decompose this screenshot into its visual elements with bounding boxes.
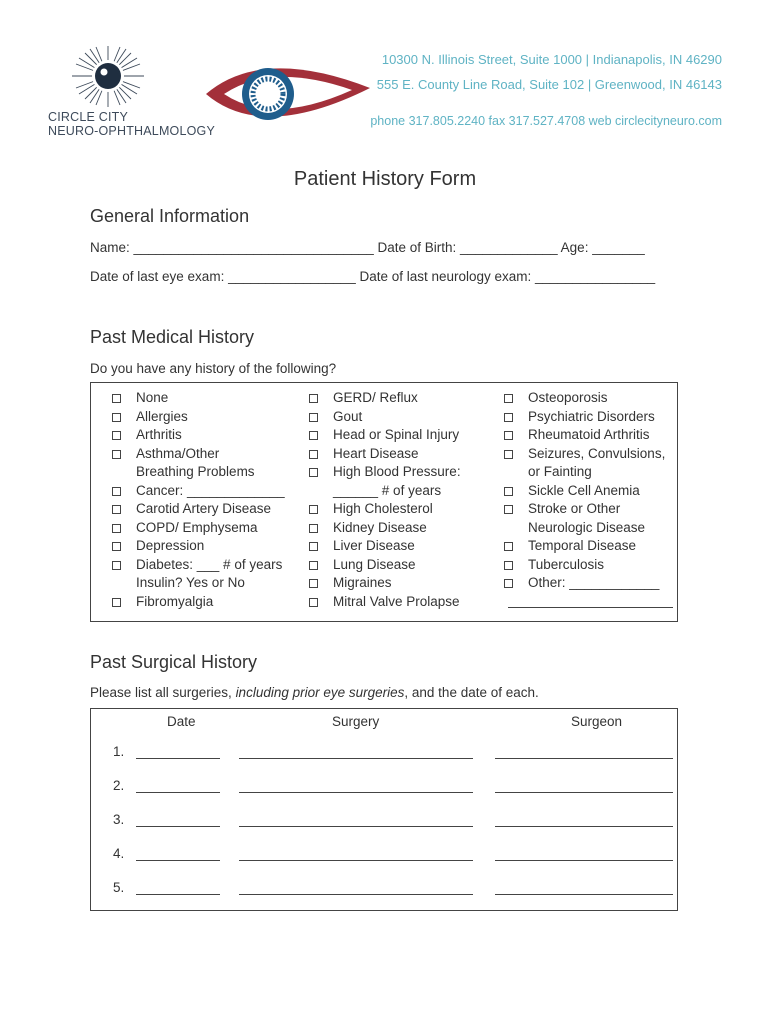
condition-label: COPD/ Emphysema [136,519,258,535]
checkbox[interactable] [309,542,318,551]
surgery-row-number: 4. [113,846,125,861]
eye-burst-icon [68,44,148,108]
condition-label: Tuberculosis [528,556,605,572]
surgeon-name-line[interactable] [495,758,673,759]
checkbox[interactable] [309,431,318,440]
checkbox[interactable] [309,561,318,570]
checkbox[interactable] [309,524,318,533]
condition-label: Cancer: _____________ [136,482,285,498]
condition-label: Other: ____________ [528,575,660,590]
condition-label: Psychiatric Disorders [528,408,655,424]
other-extra-line[interactable] [508,607,673,608]
surgeon-name-line[interactable] [495,894,673,895]
surgeon-column-header: Surgeon [571,714,623,729]
checkbox[interactable] [112,505,121,514]
condition-label: Asthma/Other [136,445,220,461]
condition-label: Sickle Cell Anemia [528,482,640,498]
condition-label: Temporal Disease [528,538,637,553]
condition-label: None [136,390,169,405]
checkbox[interactable] [504,561,513,570]
condition-label: Fibromyalgia [136,593,214,609]
condition-label: High Cholesterol [333,501,433,516]
surgery-name-line[interactable] [239,758,473,759]
surgical-prompt-emphasis: including prior eye surgeries [235,685,405,700]
checkbox[interactable] [504,413,513,422]
surgery-row-number: 5. [113,880,125,895]
past-medical-history-heading: Past Medical History [90,327,255,347]
checkbox[interactable] [309,413,318,422]
condition-label: Insulin? Yes or No [136,575,245,590]
checkbox[interactable] [112,598,121,607]
condition-label: Kidney Disease [333,519,427,535]
condition-label: or Fainting [528,464,592,479]
checkbox[interactable] [112,431,121,440]
checkbox[interactable] [112,450,121,459]
checkbox[interactable] [504,431,513,440]
condition-label: Migraines [333,575,392,590]
logo-line-2: NEURO-OPHTHALMOLOGY [48,124,216,138]
name-dob-age-line: Name: ________________________________ Date of Birth: _____________ Age: _______ [90,240,645,255]
surgeon-name-line[interactable] [495,860,673,861]
surgical-history-box [90,708,678,911]
checkbox[interactable] [112,413,121,422]
checkbox[interactable] [504,579,513,588]
checkbox[interactable] [112,487,121,496]
condition-label: Gout [333,408,363,424]
surgeon-name-line[interactable] [495,792,673,793]
condition-label: Arthritis [136,427,182,442]
condition-label: Seizures, Convulsions, [528,445,666,461]
condition-label: Head or Spinal Injury [333,427,460,442]
condition-label: Liver Disease [333,538,415,553]
checkbox[interactable] [112,524,121,533]
condition-label: Heart Disease [333,445,419,461]
contact-line: phone 317.805.2240 fax 317.527.4708 web circlecityneuro.com [370,114,722,128]
checkbox[interactable] [309,394,318,403]
checkbox[interactable] [309,505,318,514]
surgery-row-number: 1. [113,744,125,759]
condition-label: Diabetes: ___ # of years [136,556,283,572]
checkbox[interactable] [309,450,318,459]
checkbox[interactable] [309,579,318,588]
condition-label: Osteoporosis [528,390,608,405]
checkbox[interactable] [112,394,121,403]
surgery-date-line[interactable] [136,860,220,861]
surgery-date-line[interactable] [136,826,220,827]
checkbox[interactable] [504,450,513,459]
surgery-name-line[interactable] [239,826,473,827]
surgery-row-number: 2. [113,778,125,793]
checkbox[interactable] [309,468,318,477]
surgeon-name-line[interactable] [495,826,673,827]
eye-emblem-icon [202,56,374,132]
surgery-date-line[interactable] [136,894,220,895]
address-line-1: 10300 N. Illinois Street, Suite 1000 | Indianapolis, IN 46290 [381,52,722,67]
condition-label: ______ # of years [333,482,442,498]
medical-prompt: Do you have any history of the following? [90,361,337,376]
surgery-name-line[interactable] [239,792,473,793]
surgery-column-header: Surgery [332,714,380,729]
form-title: Patient History Form [293,168,477,190]
surgical-prompt [90,685,539,700]
checkbox[interactable] [504,542,513,551]
condition-label: Rheumatoid Arthritis [528,427,650,442]
logo-line-1: CIRCLE CITY [48,110,128,124]
condition-label: Breathing Problems [136,464,255,479]
address-line-2: 555 E. County Line Road, Suite 102 | Greenwood, IN 46143 [376,77,722,92]
surgery-name-line[interactable] [239,860,473,861]
checkbox[interactable] [504,394,513,403]
date-column-header: Date [167,714,196,729]
condition-label: Allergies [136,408,188,424]
surgery-date-line[interactable] [136,792,220,793]
condition-label: GERD/ Reflux [333,390,418,405]
condition-label: Stroke or Other [528,501,621,516]
medical-history-box [90,382,678,622]
past-surgical-history-heading: Past Surgical History [90,652,258,672]
condition-label: Neurologic Disease [528,519,646,535]
checkbox[interactable] [309,598,318,607]
condition-label: Lung Disease [333,556,416,572]
last-exam-line: Date of last eye exam: _________________ Date of last neurology exam: ________________ [90,269,656,284]
condition-label: Mitral Valve Prolapse [333,593,460,609]
circle-city-logo [48,44,216,140]
surgical-prompt-part-a: Please list all surgeries, [90,685,236,700]
checkbox[interactable] [112,542,121,551]
surgery-row-number: 3. [113,812,125,827]
condition-label: Depression [136,538,205,553]
surgery-date-line[interactable] [136,758,220,759]
surgery-name-line[interactable] [239,894,473,895]
checkbox[interactable] [504,505,513,514]
condition-label: High Blood Pressure: [333,464,461,479]
checkbox[interactable] [504,487,513,496]
surgical-prompt-part-c: , and the date of each. [404,685,539,700]
condition-label: Carotid Artery Disease [136,501,272,516]
checkbox[interactable] [112,561,121,570]
general-information-heading: General Information [90,206,250,226]
